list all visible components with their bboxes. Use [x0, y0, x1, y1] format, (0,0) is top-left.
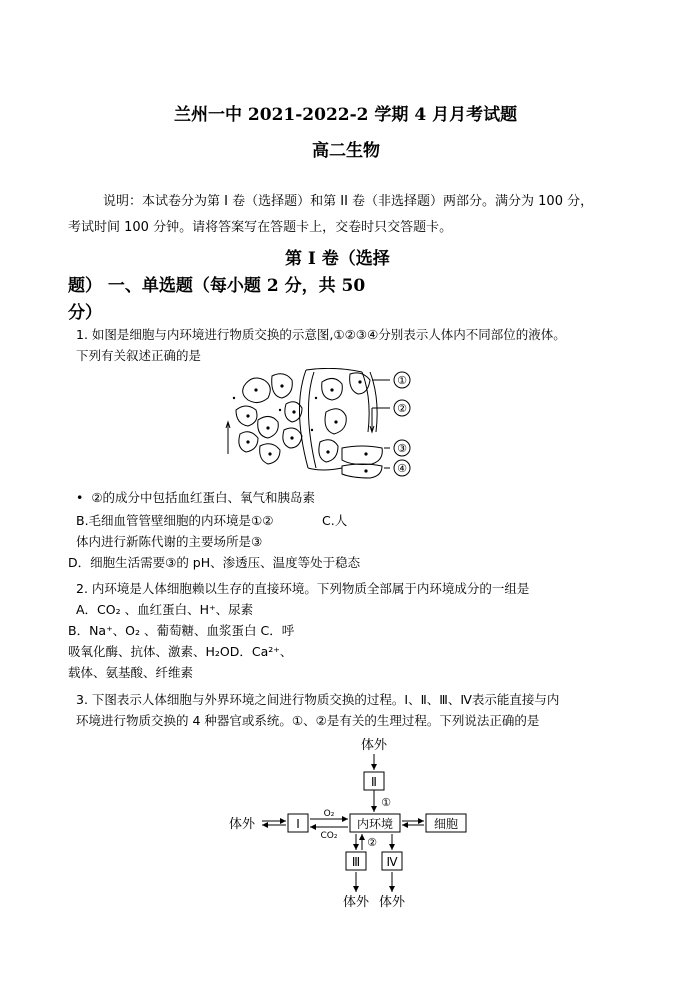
q3-box-iii: Ⅲ: [351, 855, 361, 869]
q3-outside-bottom-1: 体外: [342, 895, 370, 910]
section-heading-1: 第 I 卷（选择: [285, 249, 390, 269]
q3-outside-bottom-2: 体外: [378, 895, 406, 910]
q3-stem-2: 环境进行物质交换的 4 种器官或系统。①、②是有关的生理过程。下列说法正确的是: [76, 713, 540, 728]
q1-option-a: • ②的成分中包括血红蛋白、氧气和胰岛素: [76, 490, 316, 505]
q1-option-a-text: ②的成分中包括血红蛋白、氧气和胰岛素: [91, 490, 316, 505]
q3-o2-label: O₂: [323, 809, 335, 819]
q3-box-i: Ⅰ: [296, 817, 300, 831]
q3-stem-1: 3. 下图表示人体细胞与外界环境之间进行物质交换的过程。Ⅰ、Ⅱ、Ⅲ、Ⅳ表示能直接与内: [76, 692, 560, 707]
q1-label-2: ②: [397, 402, 407, 415]
q1-tissue-diagram: [222, 368, 422, 480]
q1-label-1: ①: [397, 374, 407, 387]
q1-option-c-1: C.人: [322, 513, 348, 528]
q3-box-ii: Ⅱ: [371, 775, 377, 789]
q3-outside-top: 体外: [360, 738, 388, 753]
q3-process-1: ①: [381, 796, 391, 809]
q2-option-a: A．CO₂ 、血红蛋白、H⁺、尿素: [76, 602, 254, 617]
q1-option-b: B.毛细血管管壁细胞的内环境是①②: [76, 513, 274, 528]
section-heading-3: 分）: [68, 303, 102, 323]
q3-box-iv: Ⅳ: [386, 855, 398, 869]
q1-option-d: D．细胞生活需要③的 pH、渗透压、温度等处于稳态: [68, 555, 361, 570]
q3-process-2: ②: [367, 836, 377, 849]
intro-line-2: 考试时间 100 分钟。请将答案写在答题卡上，交卷时只交答题卡。: [68, 220, 453, 235]
subject-title: 高二生物: [312, 141, 380, 161]
q2-option-c-3: 载体、氨基酸、纤维素: [68, 665, 194, 680]
q2-stem: 2. 内环境是人体细胞赖以生存的直接环境。下列物质全部属于内环境成分的一组是: [76, 581, 530, 596]
q2-option-c-2: 吸氧化酶、抗体、激素、H₂OD．Ca²⁺、: [68, 644, 293, 659]
page-title: 兰州一中 2021-2022-2 学期 4 月月考试题: [174, 105, 518, 125]
q1-stem-2: 下列有关叙述正确的是: [76, 348, 202, 363]
q3-cell: 细胞: [433, 817, 459, 831]
q2-option-b: B．Na⁺、O₂ 、葡萄糖、血浆蛋白 C．呼: [68, 623, 295, 638]
q3-co2-label: CO₂: [320, 831, 338, 841]
q1-option-c-2: 体内进行新陈代谢的主要场所是③: [76, 534, 263, 549]
q1-stem-1: 1. 如图是细胞与内环境进行物质交换的示意图,①②③④分别表示人体内不同部位的液体。: [76, 327, 566, 342]
q1-label-4: ④: [397, 462, 407, 475]
q3-exchange-diagram: [222, 734, 472, 912]
intro-line-1: 说明：本试卷分为第 I 卷（选择题）和第 II 卷（非选择题）两部分。满分为 100 分，: [103, 194, 594, 209]
q1-label-3: ③: [397, 442, 407, 455]
q3-outside-left: 体外: [228, 817, 256, 832]
q3-internal-env: 内环境: [356, 817, 394, 831]
section-heading-2: 题） 一、单选题（每小题 2 分，共 50: [68, 276, 366, 296]
